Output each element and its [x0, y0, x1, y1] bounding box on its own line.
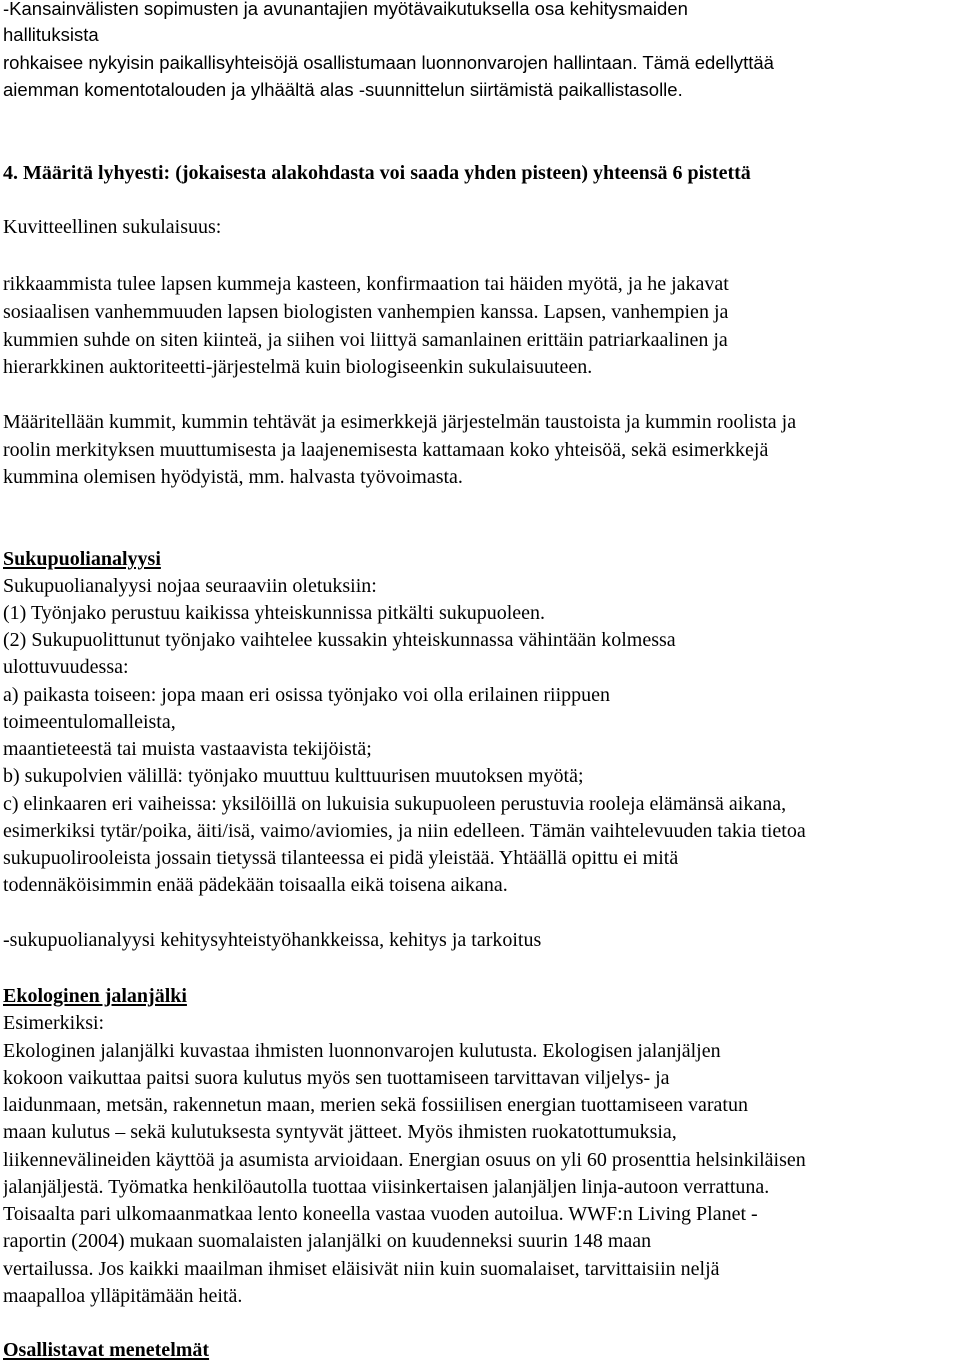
paragraph-line: b) sukupolvien välillä: työnjako muuttuu kulttuurisen muutoksen myötä; — [3, 765, 584, 787]
paragraph-line: todennäköisimmin enää pädekään toisaalla eikä toisena aikana. — [3, 874, 508, 896]
paragraph-line: raportin (2004) mukaan suomalaisten jalanjälki on kuudenneksi suurin 148 maan — [3, 1230, 652, 1252]
paragraph-line: Määritellään kummit, kummin tehtävät ja esimerkkejä järjestelmän taustoista ja kummin roolista ja — [3, 411, 797, 433]
paragraph-line: Esimerkiksi: — [3, 1012, 105, 1034]
paragraph-line: Ekologinen jalanjälki kuvastaa ihmisten luonnonvarojen kulutusta. Ekologisen jalanjäljen — [3, 1040, 721, 1062]
paragraph-line: roolin merkityksen muuttumisesta ja laajenemisesta kattamaan koko yhteisöä, sekä esimerkkejä — [3, 439, 769, 461]
section-heading-osallistavat-menetelmat: Osallistavat menetelmät — [3, 1339, 210, 1360]
paragraph-line: (1) Työnjako perustuu kaikissa yhteiskunnissa pitkälti sukupuoleen. — [3, 602, 546, 624]
paragraph-line: maapalloa ylläpitämään heitä. — [3, 1285, 243, 1307]
paragraph-line: rikkaammista tulee lapsen kummeja kasteen, konfirmaation tai häiden myötä, ja he jakavat — [3, 273, 729, 295]
paragraph-line: a) paikasta toiseen: jopa maan eri osissa työnjako voi olla erilainen riippuen — [3, 684, 611, 706]
intro-line: -Kansainvälisten sopimusten ja avunantajien myötävaikutuksella osa kehitysmaiden — [3, 0, 688, 19]
paragraph-line: sosiaalisen vanhemmuuden lapsen biologisten vanhempien kanssa. Lapsen, vanhempien ja — [3, 301, 729, 323]
paragraph-line: maantieteestä tai muista vastaavista tekijöistä; — [3, 738, 372, 760]
paragraph-line: liikennevälineiden käyttöä ja asumista arvioidaan. Energian osuus on yli 60 prosenttia helsinkiläisen — [3, 1149, 806, 1171]
intro-line: aiemman komentotalouden ja ylhäältä alas -suunnittelun siirtämistä paikallistasolle. — [3, 79, 683, 100]
section-heading-ekologinen-jalanjalki: Ekologinen jalanjälki — [3, 985, 187, 1007]
intro-line: hallituksista — [3, 24, 99, 45]
paragraph-line: hierarkkinen auktoriteetti-järjestelmä kuin biologiseenkin sukulaisuuteen. — [3, 356, 593, 378]
paragraph-line: kokoon vaikuttaa paitsi suora kulutus myös sen tuottamiseen tarvittavan viljelys- ja — [3, 1067, 670, 1089]
paragraph-line: kummina olemisen hyödyistä, mm. halvasta työvoimasta. — [3, 466, 463, 488]
paragraph-line: maan kulutus – sekä kulutuksesta syntyvät jätteet. Myös ihmisten ruokatottumuksia, — [3, 1121, 677, 1143]
paragraph-line: laidunmaan, metsän, rakennetun maan, merien sekä fossiilisen energian tuottamiseen varatun — [3, 1094, 748, 1116]
paragraph-line: c) elinkaaren eri vaiheissa: yksilöillä on lukuisia sukupuoleen perustuvia rooleja elämänsä aikana, — [3, 793, 787, 815]
paragraph-line: Sukupuolianalyysi nojaa seuraaviin oletuksiin: — [3, 575, 377, 597]
paragraph-line: ulottuvuudessa: — [3, 656, 129, 678]
paragraph-line: jalanjäljestä. Työmatka henkilöautolla tuottaa viisinkertaisen jalanjäljen linja-autoon verrattuna. — [3, 1176, 770, 1198]
section-heading-sukupuolianalyysi: Sukupuolianalyysi — [3, 548, 161, 570]
paragraph-line: kummien suhde on siten kiinteä, ja siihen voi liittyä samanlainen erittäin patriarkaalinen ja — [3, 329, 728, 351]
paragraph-line: -sukupuolianalyysi kehitysyhteistyöhankkeissa, kehitys ja tarkoitus — [3, 929, 542, 951]
paragraph-line: Toisaalta pari ulkomaanmatkaa lento koneella vastaa vuoden autoilua. WWF:n Living Planet - — [3, 1203, 758, 1225]
paragraph-line: esimerkiksi tytär/poika, äiti/isä, vaimo/aviomies, ja niin edelleen. Tämän vaihtelevuuden takia tietoa — [3, 820, 806, 842]
paragraph-line: sukupuolirooleista jossain tietyssä tilanteessa ei pidä yleistää. Yhtäällä opittu ei mitä — [3, 847, 679, 869]
paragraph-line: (2) Sukupuolittunut työnjako vaihtelee kussakin yhteiskunnassa vähintään kolmessa — [3, 629, 676, 651]
paragraph-line: toimeentulomalleista, — [3, 711, 176, 733]
document-page — [3, 0, 960, 1360]
intro-line: rohkaisee nykyisin paikallisyhteisöjä osallistumaan luonnonvarojen hallintaan. Tämä edellyttää — [3, 52, 774, 73]
section-heading-kuvitteellinen: Kuvitteellinen sukulaisuus: — [3, 216, 222, 238]
paragraph-line: vertailussa. Jos kaikki maailman ihmiset eläisivät niin kuin suomalaiset, tarvittaisiin neljä — [3, 1258, 720, 1280]
question-heading: 4. Määritä lyhyesti: (jokaisesta alakohdasta voi saada yhden pisteen) yhteensä 6 pistettä — [3, 162, 751, 184]
